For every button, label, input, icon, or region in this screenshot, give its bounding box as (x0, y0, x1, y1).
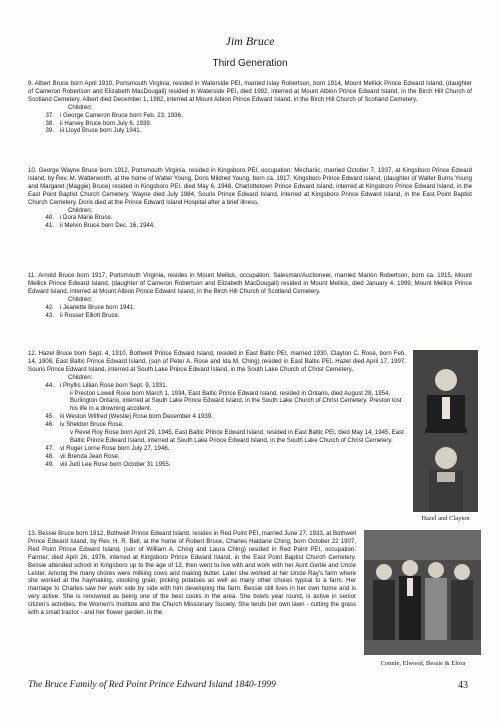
children-label: Children: (68, 103, 93, 111)
portrait-photo-icon (413, 350, 478, 512)
child-item (28, 120, 472, 128)
child-item (28, 413, 406, 421)
child-item (28, 222, 472, 230)
child-number: 41. (45, 222, 54, 230)
child-text: ii Melvin Bruce born Dec. 16, 1944. (60, 222, 155, 230)
page-footer: The Bruce Family of Red Point Prince Edward Island 1840-1999 (28, 680, 276, 690)
section-title: Third Generation (212, 58, 288, 69)
child-number: 40. (45, 214, 54, 222)
child-number: 49. (45, 460, 54, 468)
child-item (28, 461, 406, 469)
child-item (28, 127, 472, 135)
child-text: vi Roger Lorne Rose born July 27, 1946. (60, 444, 170, 452)
child-text: ii Rosser Elliott Bruce. (60, 311, 120, 319)
child-text: i Phyllis Lillian Rose born Sept. 9, 1931. (60, 381, 168, 389)
entry-text: 13. Bessie Bruce born 1912, Bothwell Prince Edward Island, resides in Red Point PEI, married June 27, 1933, at Bothwell Prince Edward Island, by Rev. H. R. Bell, at the home of Robert Bruce, Charles Haldane Ching, born October 22 1907, Red Point Prince Edward Island, (son of William A. Ching and Laura Ching) resided in Red Point PEI, occupation: Farmer, died April 26, 1976, interred at Kingsboro Prince Edward Island, in the East Point Baptist Church Cemetery. Bessie attended school in Kingsboro up to the age of 12, then went to live with and work with her Aunt Gertie and Uncle Lester. Among the many chores were milking cows and making butter. Later she worked at her Uncle Ray's farm where she worked at the haymaking, stooking grain, picking potatoes as well as many other chores typical to a farm. Her marriage to Charles saw her work side by side with him developing the farm. Bessie still lives in her own home and is very active. She is renowned as being one of the best cooks in the area. She bowls year round, is active in senior citizen's activities, the Women's Institute and the Church Missionary Society. She tends her own lawn - cutting the grass with a small tractor - and her flower garden. In the (28, 530, 356, 617)
entry-text: 11. Arnold Bruce born 1917, Portsmouth Virginia, resides in Mount Mellick, occupation: Salesman/Auctioneer, married Marion Robertson, born ca. 1915, Mount Mellick Prince Edward Island, (daughter of Cameron Robertson and Elizabeth MacDougall) resided in Mount Mellick, died January 4, 1999, Mount Mellick Prince Edward Island, interred at Mount Albion Prince Edward Island, in the Birch Hill Church of Scotland Cemetery. (28, 272, 472, 295)
child-item (28, 429, 406, 445)
child-text: i George Cameron Bruce born Feb. 23, 1936. (60, 111, 183, 119)
entry-george-wayne-bruce (28, 167, 472, 230)
child-text: i Jeanette Bruce born 1941. (60, 303, 135, 311)
children-label: Children: (68, 295, 93, 303)
photo-hazel-and-clayton (413, 350, 478, 512)
page-number: 43 (458, 680, 468, 691)
child-item (28, 390, 406, 414)
child-item (28, 304, 472, 312)
photo-caption: Hazel and Clayton (421, 515, 470, 522)
children-label: Children: (68, 373, 93, 381)
child-text: vii Brenda Jean Rose. (60, 452, 120, 460)
entry-albert-bruce (28, 80, 472, 135)
photo-caption: Connie, Elwood, Bessie & Elora (380, 660, 466, 667)
child-item (28, 312, 472, 320)
child-text: viii Judi Lee Rose born October 31 1955. (60, 460, 171, 468)
child-number: 45. (45, 413, 54, 421)
child-item (28, 214, 472, 222)
child-number: 38. (45, 119, 54, 127)
child-item (28, 112, 472, 120)
child-number: 44. (45, 381, 54, 389)
child-text: i Dora Marie Bruce. (60, 214, 113, 222)
entry-arnold-bruce (28, 272, 472, 319)
child-number: 42. (45, 303, 54, 311)
entry-text: 10. George Wayne Bruce born 1912, Portsmouth Virginia, resided in Kingsboro PEI, occupation: Mechanic, married October 7, 1937, at Kingsboro Prince Edward Island, by Rev. M. Watterworth, at the home of Walter Young, Doris Mildred Young, born ca. 1917, Kingsboro Prince Edward Island, (daughter of Walter Burns Young and Margaret (Maggie) Bruce) resided in Kingsboro PEI, died May 6, 1948, Charlottetown Prince Edward Island, interred at Kingsboro Prince Edward Island, in the East Point Baptist Church Cemetery. Wayne died July 1984, Souris Prince Edward Island, interred at Kingsboro Prince Edward Island, in the East Point Baptist Church Cemetery. Doris died at the Prince Edward Island Hospital after a brief illness. (28, 167, 472, 206)
entry-hazel-bruce (28, 350, 406, 469)
photo-family-group (364, 530, 481, 655)
child-number: 46. (45, 421, 54, 429)
child-text: v Revel Roy Rose born April 29, 1945, East Baltic Prince Edward Island, resided in East Baltic PEI, died May 14, 1945, East Baltic Prince Edward Island, interred at South Lake Prince Edward Island, in the South Lake Church of Christ Cemetery. (70, 429, 404, 444)
page-header-name: Jim Bruce (225, 34, 275, 48)
child-item (28, 421, 406, 429)
child-number: 37. (45, 111, 54, 119)
child-item (28, 445, 406, 453)
group-photo-icon (364, 530, 481, 655)
child-text: ii Preston Lowell Rose born March 1, 1934, East Baltic Prince Edward Island, resided in Ontario, died August 28, 1954, Burlington Ontario, interred at South Lake Prince Edward Island, in the South Lake Church of Christ Cemetery. Preston lost his life in a drowning accident. (70, 389, 402, 413)
child-number: 43. (45, 311, 54, 319)
child-number: 47. (45, 444, 54, 452)
child-number: 39. (45, 127, 54, 135)
child-text: ii Harvey Bruce born July 6, 1939. (60, 119, 152, 127)
entry-text: 9. Albert Bruce born April 1910, Portsmouth Virginia, resided in Waterside PEI, married Islay Robertson, born 1914, Mount Mellick Prince Edward Island, (daughter of Cameron Robertson and Elizabeth MacDougall) resided in Waterside PEI, died 1992, interred at Mount Albion Prince Edward Island, in the Birch Hill Church of Scotland Cemetery. Albert died December 1, 1982, interred at Mount Albion Prince Edward Island, in the Birch Hill Church of Scotland Cemetery. (28, 80, 472, 103)
children-label: Children: (68, 206, 93, 214)
child-text: iii Lloyd Bruce born July 1941. (60, 127, 142, 135)
child-item (28, 453, 406, 461)
child-text: iv Sheldon Bruce Rose. (60, 421, 124, 429)
entry-bessie-bruce (28, 530, 356, 617)
child-item (28, 382, 406, 390)
entry-text: 12. Hazel Bruce born Sept. 4, 1910, Bothwell Prince Edward Island, resided in East Baltic PEI, married 1930, Clayton C. Rose, born Feb. 14, 1908, East Baltic Prince Edward Island, (son of Peter A. Rose and Ida M. Ching) resided in East Baltic PEI. Hazel died April 17, 1997, Souris Prince Edward Island, interred at South Lake Prince Edward Island, in the South Lake Church of Christ Cemetery. (28, 350, 406, 373)
child-text: iii Weston Wilfred (Westie) Rose born December 4 1939. (60, 413, 213, 421)
child-number: 48. (45, 452, 54, 460)
